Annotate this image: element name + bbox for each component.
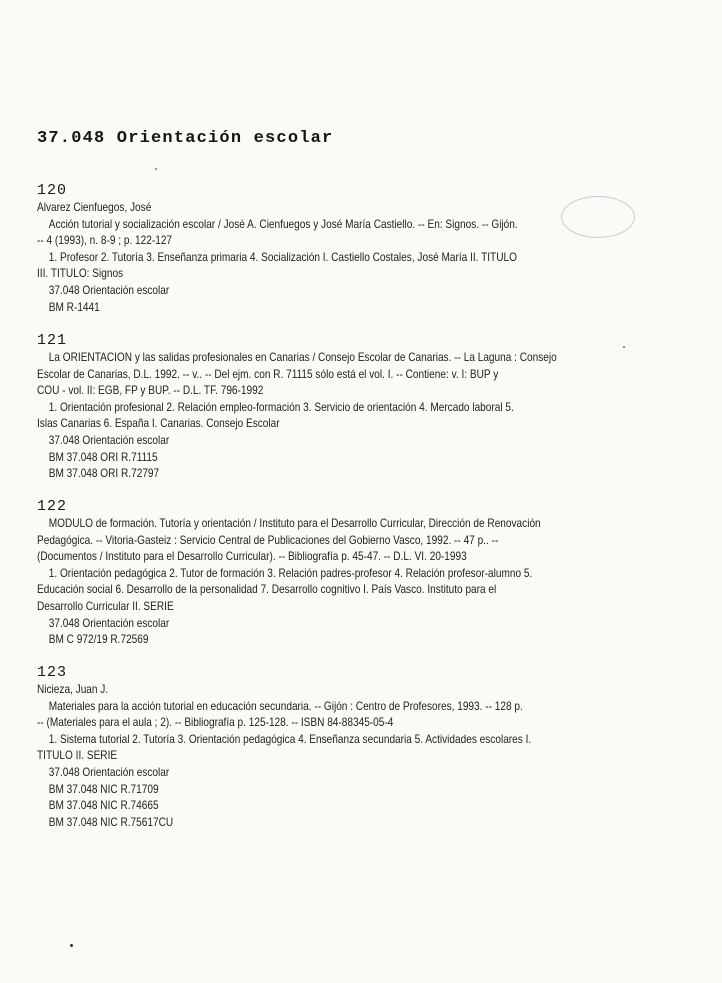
scan-speck [155, 168, 157, 170]
entry-title: Acción tutorial y socialización escolar / José A. Cienfuegos y José María Castiello. -- En: Signos. -- Gijón. [48, 216, 518, 231]
entry-subjects: 1. Orientación profesional 2. Relación empleo-formación 3. Servicio de orientación 4. Mercado laboral 5. [48, 399, 514, 414]
entry-line: Pedagógica. -- Vitoria-Gasteiz : Servicio Central de Publicaciones del Gobierno Vasco, 1992. -- 47 p.. -- [37, 532, 499, 547]
entry-line: Educación social 6. Desarrollo de la personalidad 7. Desarrollo cognitivo I. País Vasco. Instituto para el [37, 582, 497, 597]
entry-location: BM 37.048 ORI R.71115 [48, 449, 158, 464]
catalog-entry [37, 332, 699, 482]
entry-number: 121 [37, 332, 68, 349]
entry-line: Desarrollo Curricular II. SERIE [37, 598, 174, 613]
entry-title: MODULO de formación. Tutoría y orientación / Instituto para el Desarrollo Curricular, Dirección de Renovación [48, 516, 541, 530]
section-heading: 37.048 Orientación escolar [37, 129, 334, 148]
entry-author: Nicieza, Juan J. [37, 682, 109, 696]
entry-subjects: 1. Orientación pedagógica 2. Tutor de formación 3. Relación padres-profesor 4. Relación profesor-alumno 5. [48, 565, 533, 580]
entry-line: COU - vol. II: EGB, FP y BUP. -- D.L. TF. 796-1992 [37, 383, 264, 398]
entry-title: La ORIENTACION y las salidas profesionales en Canarias / Consejo Escolar de Canarias. -- La Laguna : Consejo [48, 350, 557, 364]
entry-classification: 37.048 Orientación escolar [48, 764, 170, 779]
entry-line: -- (Materiales para el aula ; 2). -- Bibliografía p. 125-128. -- ISBN 84-88345-05-4 [37, 715, 394, 730]
entry-number: 122 [37, 498, 68, 515]
entry-location: BM 37.048 ORI R.72797 [48, 466, 160, 481]
entry-location: BM 37.048 NIC R.71709 [48, 781, 159, 796]
catalog-entry [37, 664, 699, 830]
entry-line: -- 4 (1993), n. 8-9 ; p. 122-127 [37, 233, 173, 248]
entry-line: TITULO II. SERIE [37, 748, 118, 763]
entry-classification: 37.048 Orientación escolar [48, 615, 170, 630]
entry-line: Islas Canarias 6. España I. Canarias. Consejo Escolar [37, 416, 280, 431]
entry-number: 123 [37, 664, 68, 681]
entry-subjects: 1. Sistema tutorial 2. Tutoría 3. Orientación pedagógica 4. Enseñanza secundaria 5. Actividades escolares I. [48, 731, 532, 746]
entry-classification: 37.048 Orientación escolar [48, 432, 170, 447]
catalog-entry [37, 498, 699, 648]
entry-classification: 37.048 Orientación escolar [48, 282, 170, 297]
entry-line: III. TITULO: Signos [37, 266, 124, 281]
entry-subjects: 1. Profesor 2. Tutoría 3. Enseñanza primaria 4. Socialización I. Castiello Costales, José María II. TITULO [48, 249, 517, 264]
entry-number: 120 [37, 182, 68, 199]
catalog-entry [37, 182, 699, 315]
entry-line: (Documentos / Instituto para el Desarrollo Curricular). -- Bibliografía p. 45-47. -- D.L. VI. 20-1993 [37, 549, 467, 564]
entry-location: BM 37.048 NIC R.74665 [48, 798, 159, 813]
scan-speck [70, 944, 73, 947]
entry-title: Materiales para la acción tutorial en educación secundaria. -- Gijón : Centro de Profesores, 1993. -- 128 p. [48, 698, 523, 713]
entry-location: BM C 972/19 R.72569 [48, 632, 149, 647]
entry-location: BM R-1441 [48, 299, 100, 314]
entry-location: BM 37.048 NIC R.75617CU [48, 814, 174, 829]
entry-line: Escolar de Canarias, D.L. 1992. -- v.. -- Del ejm. con R. 71115 sólo está el vol. I. -- Contiene: v. I: BUP y [37, 366, 499, 381]
entry-author: Alvarez Cienfuegos, José [37, 200, 152, 214]
